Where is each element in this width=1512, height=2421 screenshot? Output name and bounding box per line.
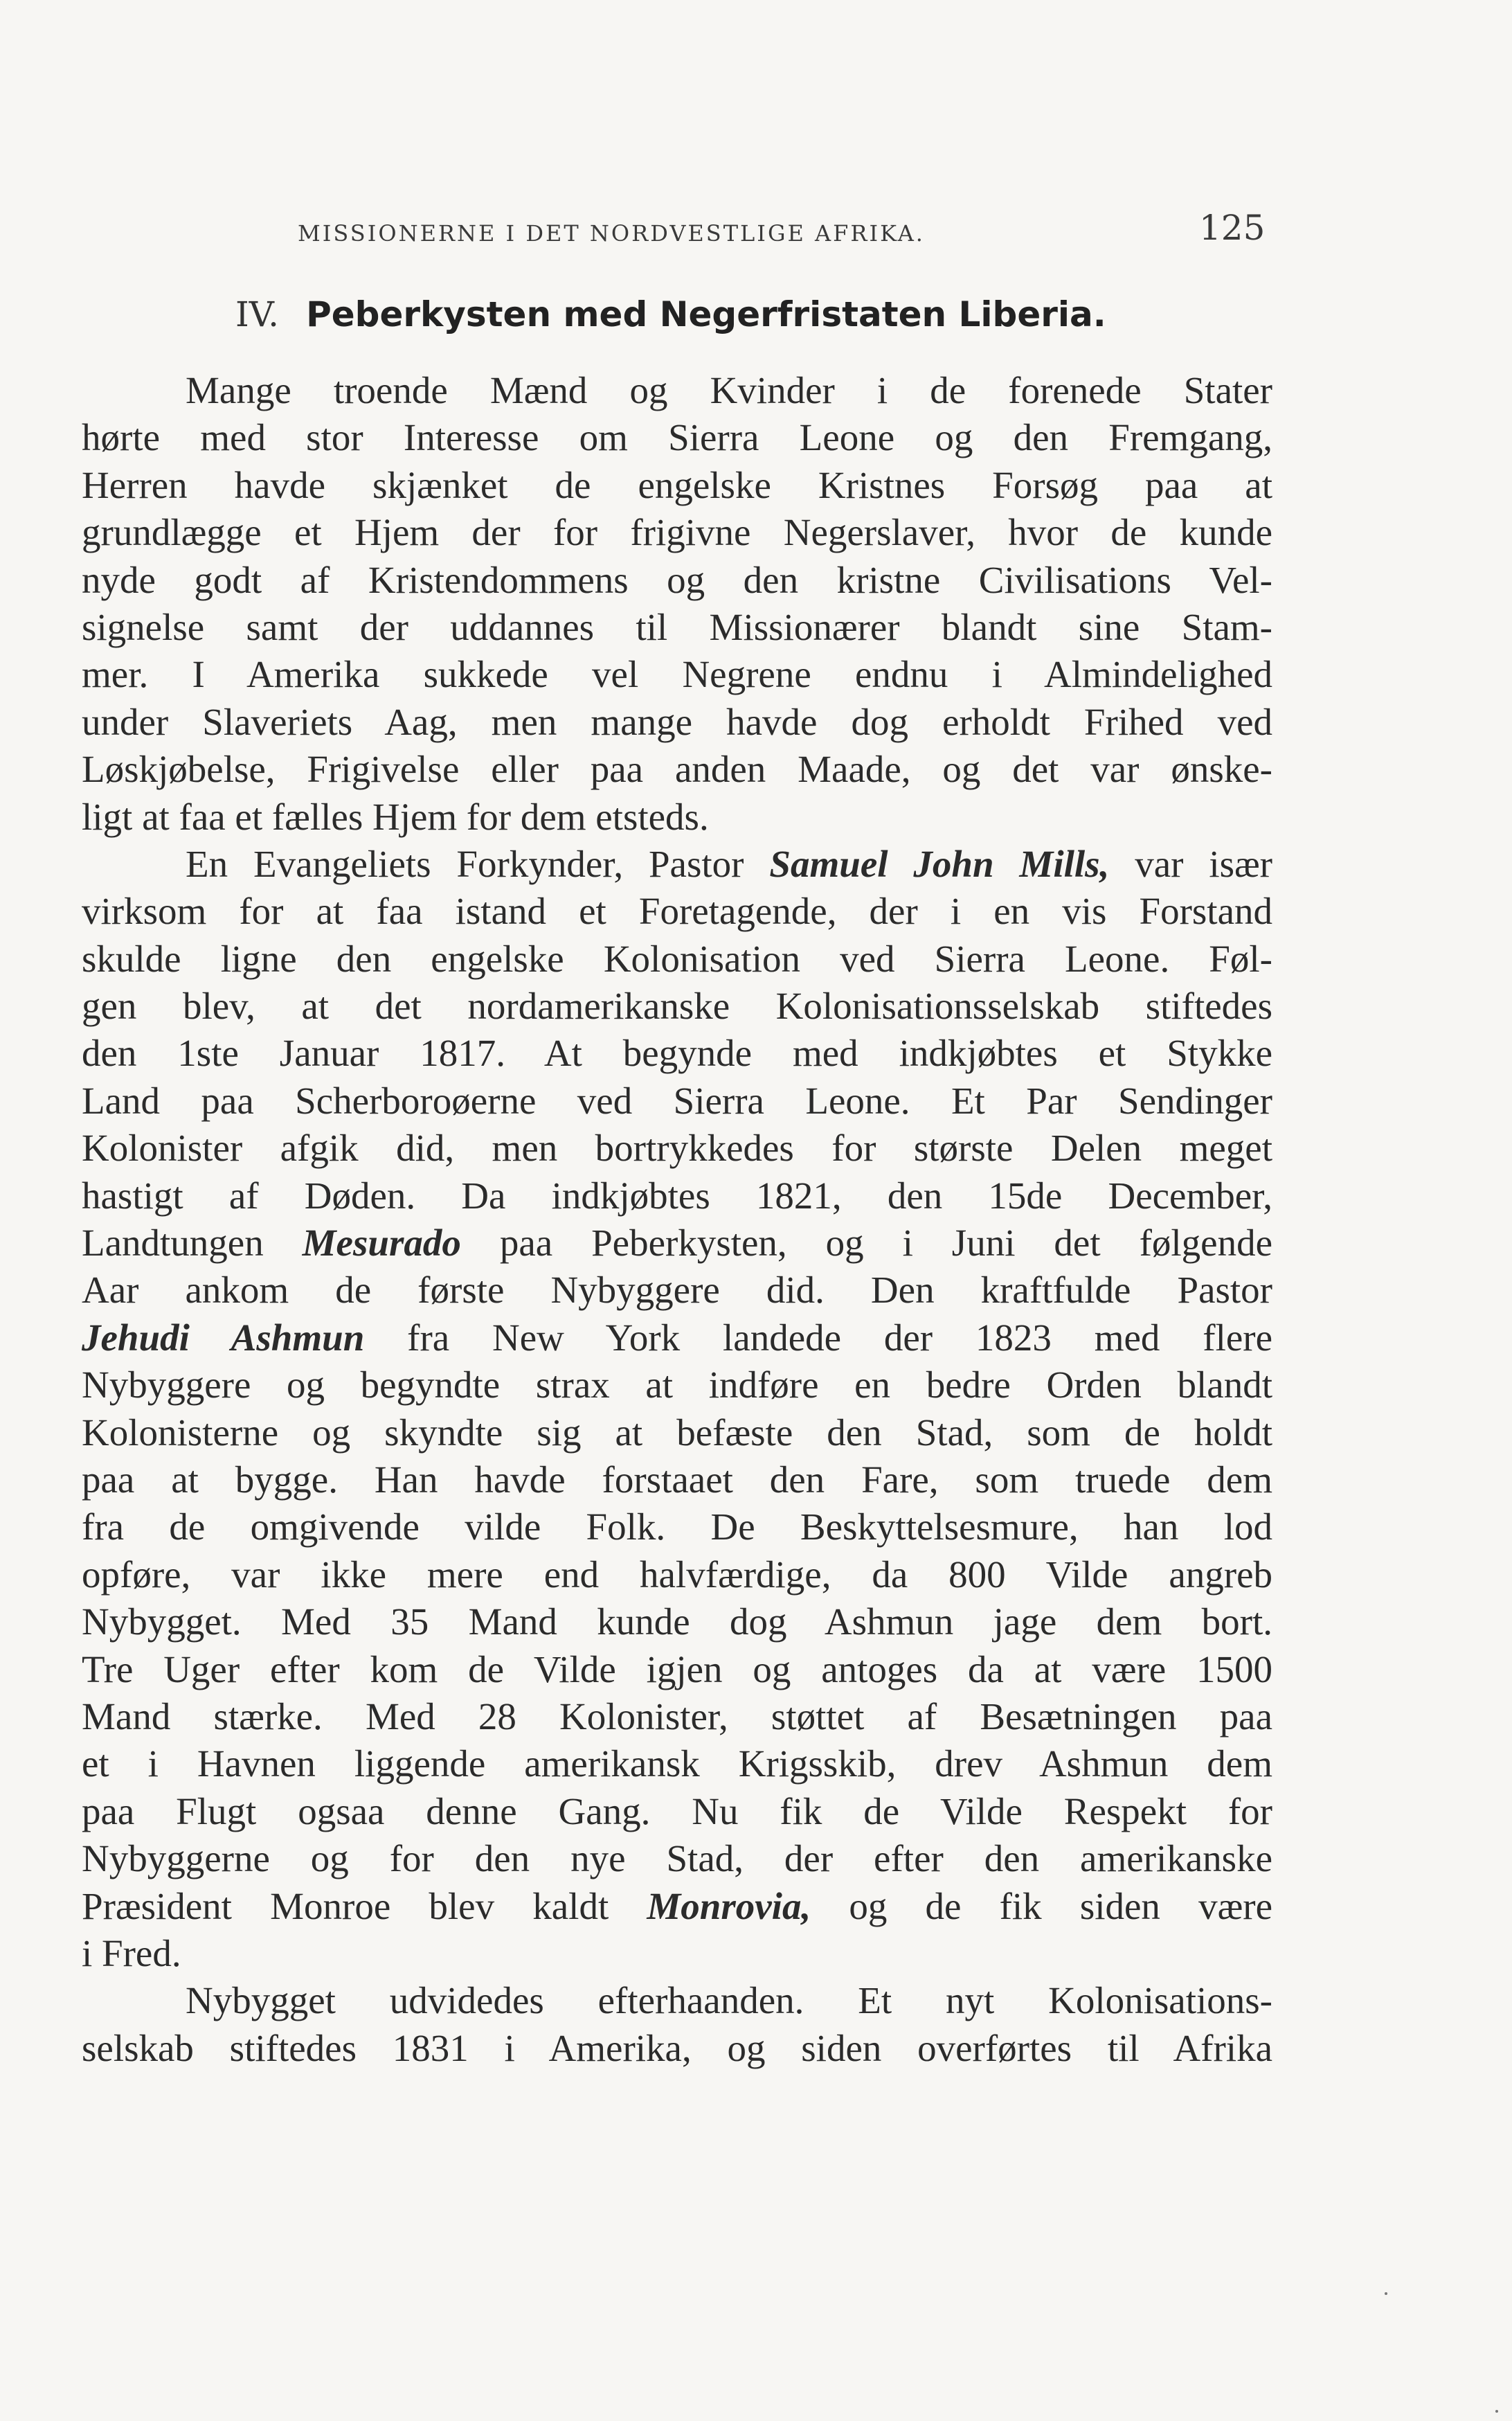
text-line: i Fred. [82, 1931, 181, 1974]
section-numeral: IV. [235, 294, 280, 334]
text-line: Mange troende Mænd og Kvinder i de forenede Stater [186, 369, 1272, 411]
text-line: Aar ankom de første Nybyggere did. Den kraftfulde Pastor [82, 1269, 1272, 1312]
text-line: opføre, var ikke mere end halvfærdige, da 800 Vilde angreb [82, 1553, 1272, 1596]
text-line: Nybyggere og begyndte strax at indføre en bedre Orden blandt [82, 1364, 1272, 1406]
section-title: Peberkysten med Negerfristaten Liberia. [306, 294, 1106, 334]
text-line: den 1ste Januar 1817. At begynde med indkjøbtes et Stykke [82, 1032, 1272, 1075]
text-run: var især [1109, 842, 1273, 885]
text-line: hastigt af Døden. Da indkjøbtes 1821, den 15de December, [82, 1174, 1272, 1217]
text-line: mer. I Amerika sukkede vel Negrene endnu i Almindelighed [82, 653, 1272, 696]
text-line: Kolonisterne og skyndte sig at befæste den Stad, som de holdt [82, 1411, 1272, 1454]
person-name: Samuel John Mills, [769, 842, 1110, 885]
text-line: Kolonister afgik did, men bortrykkedes for største Delen meget [82, 1127, 1272, 1170]
text-line: signelse samt der uddannes til Missionærer blandt sine Stam- [82, 605, 1272, 648]
text-line: Mand stærke. Med 28 Kolonister, støttet af Besætningen paa [82, 1695, 1272, 1737]
text-line: fra de omgivende vilde Folk. De Beskyttelsesmure, han lod [82, 1506, 1272, 1548]
text-line: skulde ligne den engelske Kolonisation ved Sierra Leone. Føl- [82, 937, 1272, 980]
text-line: Nybygget. Med 35 Mand kunde dog Ashmun jage dem bort. [82, 1600, 1272, 1643]
text-line: Tre Uger efter kom de Vilde igjen og antoges da at være 1500 [82, 1647, 1272, 1690]
text-line: Nybygget udvidedes efterhaanden. Et nyt Kolonisations- [186, 1979, 1272, 2022]
text-line: Løskjøbelse, Frigivelse eller paa anden Maade, og det var ønske- [82, 748, 1272, 791]
text-run: fra New York landede der 1823 med flere [364, 1316, 1272, 1359]
text-run: En Evangeliets Forkynder, Pastor [186, 842, 770, 885]
text-line: paa at bygge. Han havde forstaaet den Fare, som truede dem [82, 1458, 1272, 1501]
text-line: grundlægge et Hjem der for frigivne Negerslaver, hvor de kunde [82, 511, 1272, 554]
text-run: Landtungen [82, 1222, 303, 1265]
text-run: og de fik siden være [811, 1884, 1272, 1927]
body-text [82, 367, 1272, 2072]
text-line [82, 1314, 1272, 1361]
text-line: Land paa Scherboroøerne ved Sierra Leone. Et Par Sendinger [82, 1079, 1272, 1122]
running-head: MISSIONERNE I DET NORDVESTLIGE AFRIKA. [298, 220, 925, 247]
text-line: hørte med stor Interesse om Sierra Leone og den Fremgang, [82, 416, 1272, 459]
text-line [82, 841, 1272, 888]
text-line: gen blev, at det nordamerikanske Kolonisationsselskab stiftedes [82, 985, 1272, 1028]
text-line: et i Havnen liggende amerikansk Krigsskib, drev Ashmun dem [82, 1742, 1272, 1785]
person-name: Jehudi Ashmun [82, 1316, 365, 1359]
text-line: nyde godt af Kristendommens og den kristne Civilisations Vel- [82, 558, 1272, 601]
text-line: under Slaveriets Aag, men mange havde dog erholdt Frihed ved [82, 700, 1272, 743]
page-number: 125 [1199, 208, 1266, 248]
text-run: Præsident Monroe blev kaldt [82, 1884, 647, 1927]
section-heading [235, 294, 1106, 334]
text-line: paa Flugt ogsaa denne Gang. Nu fik de Vilde Respekt for [82, 1789, 1272, 1832]
text-line: virksom for at faa istand et Foretagende, der i en vis Forstand [82, 890, 1272, 933]
text-line: Nybyggerne og for den nye Stad, der efter den amerikanske [82, 1837, 1272, 1880]
place-name: Mesurado [302, 1222, 461, 1265]
paper-speck [1385, 2292, 1387, 2295]
text-line [82, 1883, 1272, 1930]
text-run: paa Peberkysten, og i Juni det følgende [460, 1222, 1272, 1265]
text-line: selskab stiftedes 1831 i Amerika, og siden overførtes til Afrika [82, 2026, 1272, 2069]
place-name: Monrovia, [647, 1884, 811, 1927]
paper-speck [1495, 2410, 1498, 2413]
text-line: Herren havde skjænket de engelske Kristnes Forsøg paa at [82, 463, 1272, 506]
text-line [82, 1220, 1272, 1267]
text-line: ligt at faa et fælles Hjem for dem etsteds. [82, 795, 709, 838]
